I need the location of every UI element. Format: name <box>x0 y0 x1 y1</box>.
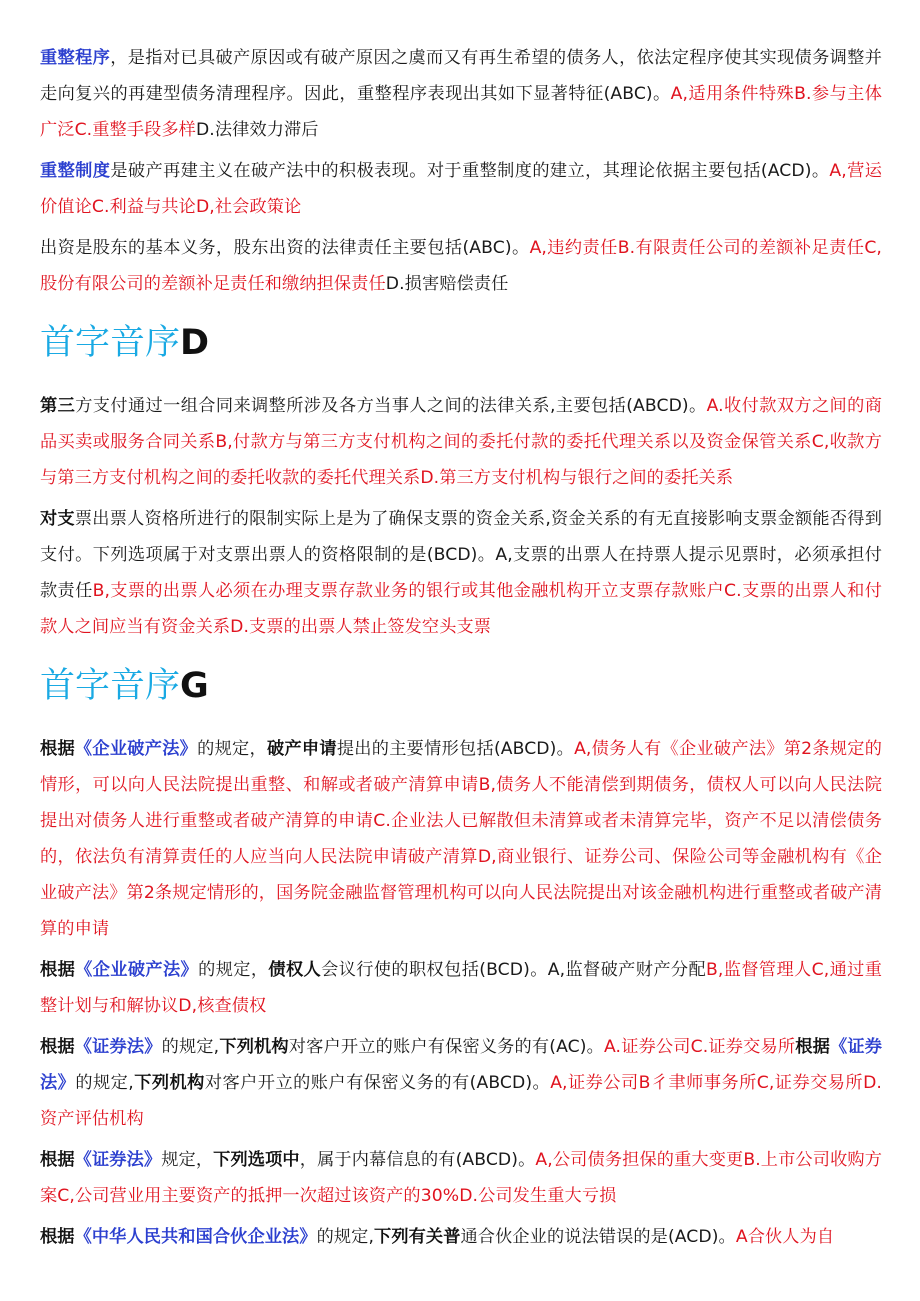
answer-text: A,适用条件特殊B.参与主体广泛C.重整手段多样 <box>40 84 882 140</box>
section-intro <box>40 40 882 302</box>
keyword-bold: 根据 <box>40 1227 75 1247</box>
keyword-term: 重整制度 <box>40 161 111 181</box>
body-text: 的规定, <box>75 1073 134 1093</box>
question-paragraph <box>40 731 882 947</box>
body-text: 的规定， <box>198 960 269 980</box>
question-paragraph <box>40 1142 882 1214</box>
keyword-bold: 下列选项中 <box>213 1150 300 1170</box>
keyword-bold: 根据 <box>795 1037 830 1057</box>
question-paragraph <box>40 1029 882 1137</box>
heading-prefix: 首字音序 <box>40 666 181 706</box>
question-paragraph <box>40 1219 882 1255</box>
answer-text: A,违约责任B.有限责任公司的差额补足责任C,股份有限公司的差额补足责任和缴纳担保责任 <box>40 238 882 294</box>
keyword-bold: 对支 <box>40 509 75 529</box>
heading-prefix: 首字音序 <box>40 323 181 363</box>
heading-letter: G <box>180 666 209 706</box>
question-paragraph <box>40 153 882 225</box>
question-paragraph <box>40 952 882 1024</box>
keyword-bold: 债权人 <box>268 960 322 980</box>
body-text: 会议行使的职权包括(BCD)。A,监督破产财产分配 <box>321 960 707 980</box>
keyword-bold: 根据 <box>40 1037 75 1057</box>
document-page <box>40 40 882 1260</box>
section-heading-d <box>40 320 882 366</box>
keyword-bold: 下列有关普 <box>374 1227 461 1247</box>
section-d <box>40 388 882 645</box>
body-text: D.损害赔偿责任 <box>385 274 509 294</box>
body-text: 通合伙企业的说法错误的是(ACD)。 <box>460 1227 736 1247</box>
answer-text: A合伙人为自 <box>735 1227 835 1247</box>
keyword-term: 《中华人民共和国合伙企业法》 <box>74 1227 317 1247</box>
keyword-bold: 根据 <box>40 960 76 980</box>
body-text: 规定， <box>161 1150 214 1170</box>
keyword-term: 《证券法》 <box>74 1037 162 1057</box>
body-text: 方支付通过一组合同来调整所涉及各方当事人之间的法律关系,主要包括(ABCD)。 <box>75 396 707 416</box>
body-text: 的规定， <box>197 739 267 759</box>
section-heading-g <box>40 663 882 709</box>
question-paragraph <box>40 40 882 148</box>
question-paragraph <box>40 501 882 645</box>
keyword-term: 《证券法》 <box>74 1150 162 1170</box>
body-text: ，属于内幕信息的有(ABCD)。 <box>299 1150 536 1170</box>
body-text: D.法律效力滞后 <box>195 120 319 140</box>
body-text: 对客户开立的账户有保密义务的有(AC)。 <box>288 1037 604 1057</box>
body-text: 的规定, <box>161 1037 220 1057</box>
question-paragraph <box>40 388 882 496</box>
answer-text: A.证券公司C.证券交易所 <box>604 1037 796 1057</box>
keyword-term: 《企业破产法》 <box>74 739 198 759</box>
answer-text: A,营运价值论C.利益与共论D,社会政策论 <box>40 161 883 217</box>
heading-letter: D <box>180 323 210 363</box>
keyword-bold: 根据 <box>40 1150 75 1170</box>
body-text: 是破产再建主义在破产法中的积极表现。对于重整制度的建立，其理论依据主要包括(ACD)。 <box>110 161 830 181</box>
body-text: 对客户开立的账户有保密义务的有(ABCD)。 <box>204 1073 551 1093</box>
body-text: 提出的主要情形包括(ABCD)。 <box>336 739 575 759</box>
answer-text: A.收付款双方之间的商品买卖或服务合同关系B,付款方与第三方支付机构之间的委托付款的委托代理关系以及资金保管关系C,收款方与第三方支付机构之间的委托收款的委托代理关系D.第三方支付机构与银行之间的委托关系 <box>40 396 883 488</box>
keyword-bold: 第三 <box>40 396 76 416</box>
section-g <box>40 731 882 1255</box>
keyword-bold: 根据 <box>40 739 75 759</box>
body-text: 票出票人资格所进行的限制实际上是为了确保支票的资金关系,资金关系的有无直接影响支票金额能否得到支付。下列选项属于对支票出票人的资格限制的是(BCD)。A,支票的出票人在持票人提示见票时，必须承担付款责任 <box>40 509 883 601</box>
answer-text: A,公司债务担保的重大变更B.上市公司收购方案C,公司营业用主要资产的抵押一次超过该资产的30%D.公司发生重大亏损 <box>40 1150 882 1206</box>
body-text: 出资是股东的基本义务，股东出资的法律责任主要包括(ABC)。 <box>40 238 530 258</box>
body-text: ，是指对已具破产原因或有破产原因之虞而又有再生希望的债务人，依法定程序使其实现债务调整并走向复兴的再建型债务清理程序。因此，重整程序表现出其如下显著特征(ABC)。 <box>40 48 883 104</box>
keyword-term: 重整程序 <box>40 48 111 68</box>
question-paragraph <box>40 230 882 302</box>
keyword-term: 《企业破产法》 <box>75 960 199 980</box>
keyword-term: 《证券法》 <box>40 1037 882 1093</box>
answer-text: A,债务人有《企业破产法》第2条规定的情形，可以向人民法院提出重整、和解或者破产清算申请B,债务人不能清偿到期债务，债权人可以向人民法院提出对债务人进行重整或者破产清算的申请C.企业法人已解散但未清算或者未清算完毕，资产不足以清偿债务的，依法负有清算责任的人应当向人民法院申请破产清算D,商业银行、证券公司、保险公司等金融机构有《企业破产法》第2条规定情形的，国务院金融监督管理机构可以向人民法院提出对该金融机构进行重整或者破产清算的申请 <box>40 739 883 939</box>
keyword-bold: 下列机构 <box>133 1073 205 1093</box>
keyword-bold: 下列机构 <box>219 1037 289 1057</box>
answer-text: B,监督管理人C,通过重整计划与和解协议D,核查债权 <box>40 960 882 1016</box>
body-text: 的规定, <box>316 1227 375 1247</box>
answer-text: A,证券公司B彳聿师事务所C,证券交易所D.资产评估机构 <box>40 1073 882 1129</box>
keyword-bold: 破产申请 <box>266 739 337 759</box>
answer-text: B,支票的出票人必须在办理支票存款业务的银行或其他金融机构开立支票存款账户C.支票的出票人和付款人之间应当有资金关系D.支票的出票人禁止签发空头支票 <box>40 581 882 637</box>
